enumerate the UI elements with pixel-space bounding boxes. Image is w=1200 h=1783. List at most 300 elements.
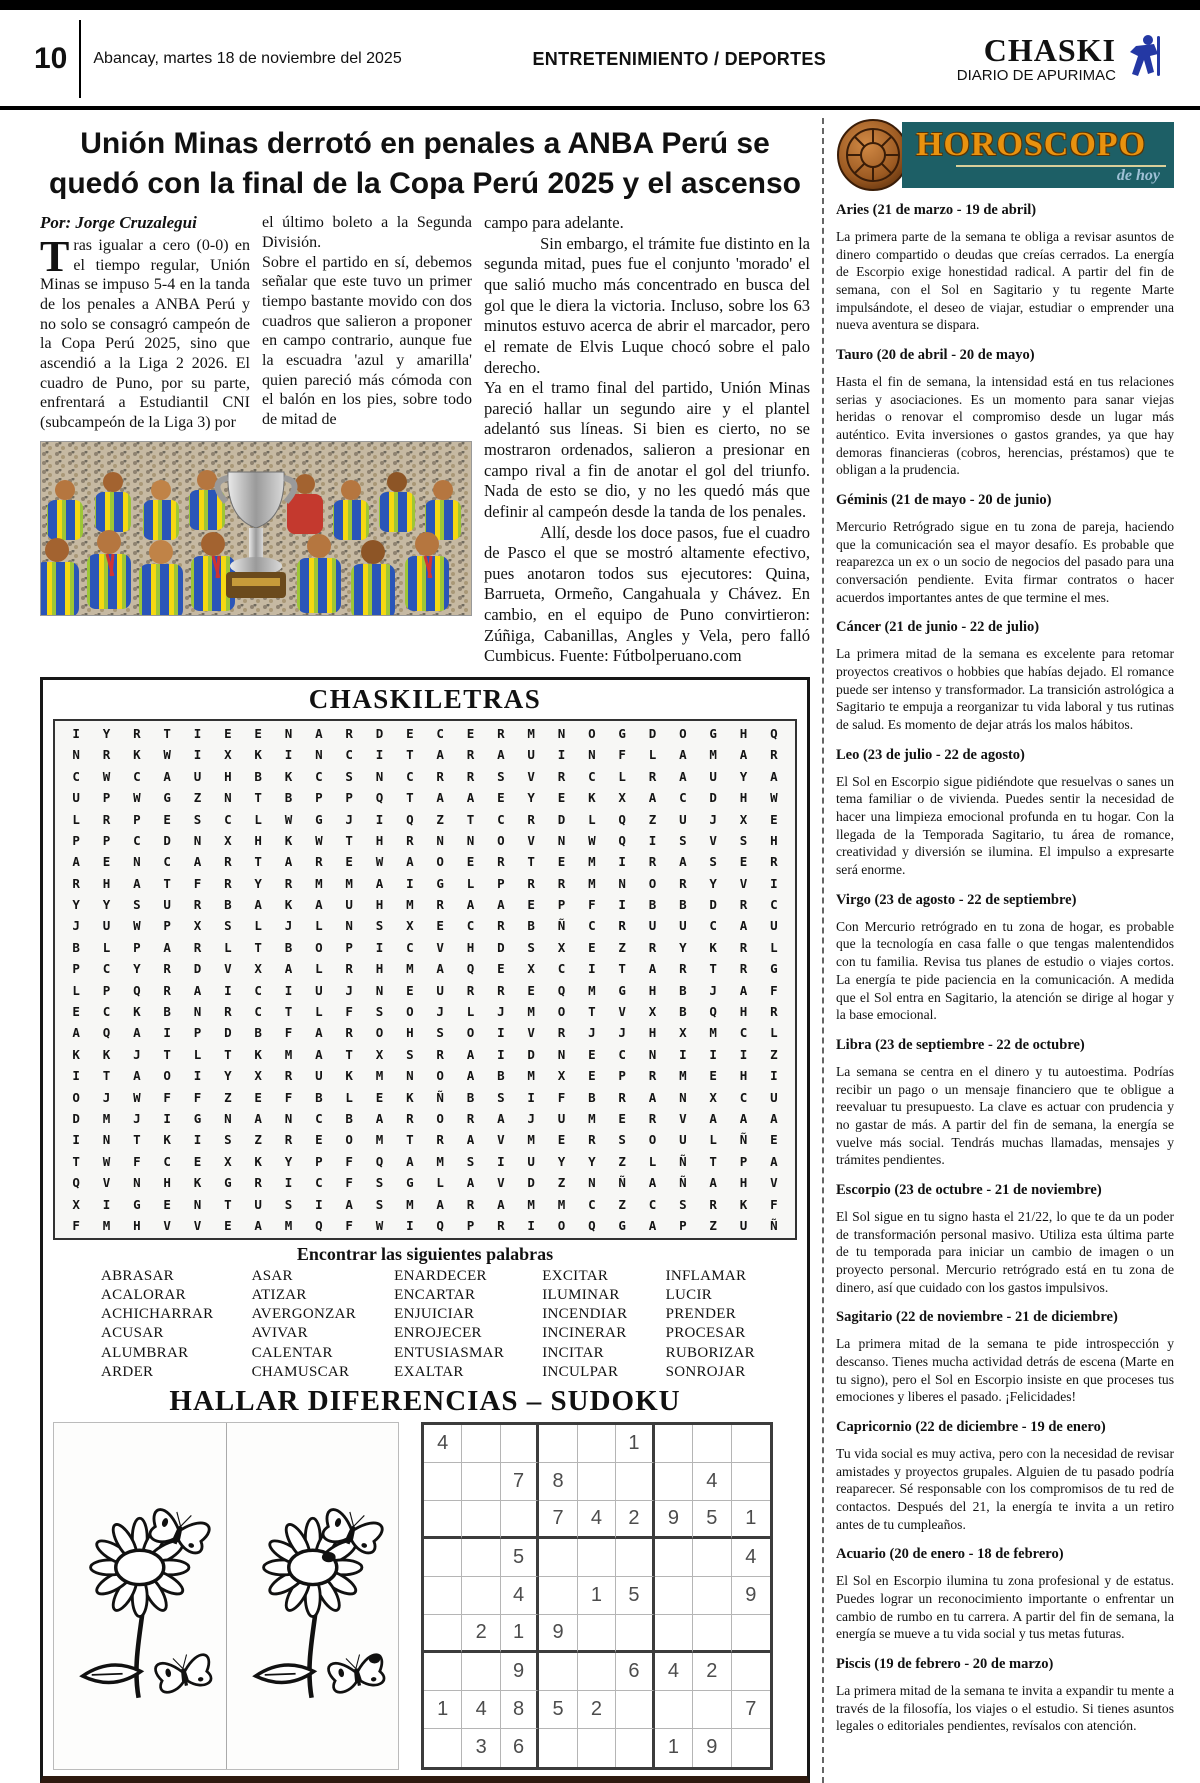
- wordsearch-cell: L: [618, 768, 626, 784]
- wordsearch-cell: O: [557, 1004, 566, 1020]
- wordsearch-cell: F: [770, 1196, 778, 1212]
- wordsearch-cell: C: [557, 961, 566, 977]
- wordsearch-cell: A: [254, 897, 262, 913]
- wordsearch-cell: R: [770, 1004, 778, 1020]
- wordsearch-cell: M: [406, 1196, 414, 1212]
- wordsearch-cell: L: [466, 1004, 475, 1020]
- wordsearch-cell: Y: [739, 768, 748, 784]
- wordsearch-cell: V: [679, 1110, 687, 1126]
- wordsearch-cell: O: [436, 1068, 444, 1084]
- wordsearch-cell: B: [224, 897, 232, 913]
- wordsearch-cell: Ñ: [679, 1175, 687, 1191]
- wordsearch-cell: A: [193, 982, 202, 998]
- wordsearch-cell: V: [436, 939, 444, 955]
- wordsearch-cell: W: [375, 854, 384, 870]
- wordsearch-cell: O: [557, 1217, 566, 1233]
- article-byline: Por: Jorge Cruzalegui: [40, 213, 197, 233]
- wordsearch-cell: P: [345, 790, 353, 806]
- wordsearch-cell: Q: [406, 811, 414, 827]
- wordsearch-cell: E: [163, 1196, 171, 1212]
- wordsearch-cell: D: [497, 939, 505, 955]
- wordsearch-cell: R: [436, 768, 444, 784]
- wordsearch-cell: H: [739, 790, 748, 806]
- sudoku-cell: 9: [501, 1653, 539, 1691]
- wordsearch-cell: H: [102, 875, 111, 891]
- wordsearch-cell: R: [406, 1110, 414, 1126]
- sudoku-cell: [578, 1615, 616, 1653]
- sudoku-cell: 4: [732, 1539, 770, 1577]
- wordsearch-cell: T: [72, 1153, 80, 1169]
- article-col1-text: ras igualar a cero (0-0) en el tiempo regular, Unión Minas se impuso 5-4 en la tanda de los penales a ANBA Perú y no solo se consagró campeón de la Copa Perú 2025, sino que ascendió a la Liga 2 2026. El cuadro de Puno, por su parte, enfrentará a Estudiantil CNI (subcampeón de la Liga 3) por: [40, 237, 250, 432]
- wordsearch-cell: Y: [254, 875, 262, 891]
- wordsearch-cell: I: [284, 982, 293, 998]
- wordsearch-cell: X: [72, 1196, 80, 1212]
- wordsearch-cell: U: [679, 918, 687, 934]
- wordsearch-cell: S: [133, 897, 141, 913]
- wordsearch-cell: J: [709, 811, 717, 827]
- wordsearch-cell: A: [72, 1025, 80, 1041]
- wordsearch-cell: R: [770, 854, 778, 870]
- wordsearch-cell: T: [133, 1132, 141, 1148]
- wordsearch-cell: K: [588, 790, 596, 806]
- wordsearch-cell: B: [284, 939, 293, 955]
- sudoku-cell: 8: [501, 1691, 539, 1729]
- wordsearch-cell: R: [163, 961, 171, 977]
- horoscope-sign-heading: Escorpio (23 de octubre - 21 de noviembre): [836, 1181, 1102, 1198]
- wordsearch-cell: T: [224, 1046, 232, 1062]
- wordsearch-cell: M: [406, 961, 414, 977]
- article-column-1: [40, 213, 250, 433]
- wordsearch-cell: I: [588, 961, 596, 977]
- wordlist-word: PROCESAR: [665, 1325, 746, 1342]
- wordsearch-cell: S: [193, 811, 202, 827]
- horoscope-sign-text: La primera parte de la semana te obliga a revisar asuntos de dinero compartido o deudas que creías cerrados. La energía de Escorpio exige honestidad radical. A partir del fin de semana, con el Sol en Sagitario y tu regente Marte impulsándote, el deseo de viajar, estudiar o emprender una nueva aventura se dispara.: [836, 229, 1174, 333]
- wordsearch-cell: Q: [72, 1175, 80, 1191]
- wordsearch-cell: E: [436, 918, 444, 934]
- wordsearch-cell: S: [375, 1175, 384, 1191]
- wordsearch-cell: K: [284, 768, 293, 784]
- differences-sudoku-title: HALLAR DIFERENCIAS – SUDOKU: [169, 1384, 681, 1417]
- wordsearch-cell: E: [224, 725, 232, 741]
- wordsearch-cell: W: [102, 1153, 111, 1169]
- wordlist-word: ACHICHARRAR: [101, 1306, 214, 1323]
- wordsearch-cell: E: [163, 811, 171, 827]
- sudoku-cell: [616, 1729, 654, 1767]
- wordsearch-cell: H: [739, 1175, 748, 1191]
- top-black-bar: [0, 0, 1200, 10]
- wordsearch-cell: E: [557, 854, 566, 870]
- wordsearch-cell: V: [618, 1004, 626, 1020]
- sudoku-cell: 4: [424, 1425, 462, 1463]
- wordsearch-cell: H: [648, 982, 657, 998]
- wordsearch-cell: S: [406, 1046, 414, 1062]
- sudoku-cell: [693, 1577, 731, 1615]
- wordsearch-cell: C: [133, 832, 141, 848]
- wordsearch-cell: M: [709, 747, 717, 763]
- header-divider: [79, 20, 81, 98]
- wordsearch-cell: T: [588, 1004, 596, 1020]
- wordsearch-cell: Y: [102, 897, 111, 913]
- wordsearch-cell: X: [406, 918, 414, 934]
- wordsearch-cell: A: [284, 961, 293, 977]
- wordsearch-cell: E: [770, 811, 778, 827]
- drop-cap: T: [40, 232, 70, 282]
- wordsearch-cell: A: [679, 747, 687, 763]
- wordsearch-cell: B: [466, 1089, 475, 1105]
- wordsearch-cell: L: [254, 918, 262, 934]
- wordsearch-cell: E: [72, 1004, 80, 1020]
- wordsearch-cell: P: [679, 1217, 687, 1233]
- wordsearch-cell: E: [557, 790, 566, 806]
- wordsearch-cell: Ñ: [679, 1153, 687, 1169]
- sudoku-cell: [424, 1577, 462, 1615]
- header-date: Abancay, martes 18 de noviembre del 2025: [93, 50, 402, 67]
- wordsearch-cell: K: [284, 897, 293, 913]
- wordsearch-cell: M: [557, 1196, 566, 1212]
- wordsearch-cell: G: [224, 1175, 232, 1191]
- wordsearch-cell: Z: [557, 1175, 566, 1191]
- wordsearch-cell: A: [315, 725, 323, 741]
- wordsearch-cell: C: [497, 811, 505, 827]
- wordsearch-cell: A: [193, 854, 202, 870]
- wordsearch-cell: T: [224, 1196, 232, 1212]
- horoscope-sign-section: [836, 1419, 1174, 1533]
- wordsearch-cell: J: [133, 1046, 141, 1062]
- wordsearch-cell: D: [709, 790, 717, 806]
- wordsearch-cell: J: [436, 1004, 444, 1020]
- wordsearch-cell: F: [345, 1175, 353, 1191]
- wordsearch-cell: M: [588, 875, 596, 891]
- sudoku-cell: 6: [616, 1653, 654, 1691]
- sudoku-cell: [655, 1691, 693, 1729]
- sudoku-cell: 9: [732, 1577, 770, 1615]
- wordsearch-cell: R: [618, 918, 626, 934]
- horoscope-sign-text: La semana se centra en el dinero y tu autoestima. Podrías recibir un pago o un mensaje financiero que te obligue a reevaluar tu presupuesto. La clave es actuar con prudencia y no gastar de más. A partir del fin de semana, la energía se vuelve más social. Tendrás muchas llamadas, mensajes y trámites pendientes.: [836, 1063, 1174, 1168]
- wordsearch-cell: E: [315, 1132, 323, 1148]
- sudoku-cell: 9: [693, 1729, 731, 1767]
- sudoku-cell: 9: [539, 1615, 577, 1653]
- wordlist-word: INCENDIAR: [542, 1306, 628, 1323]
- wordsearch-cell: C: [588, 1196, 596, 1212]
- wordsearch-cell: Y: [527, 790, 535, 806]
- wordsearch-cell: Z: [224, 1089, 232, 1105]
- page-header: [0, 10, 1200, 106]
- wordsearch-cell: Q: [315, 1217, 323, 1233]
- sudoku-cell: [616, 1615, 654, 1653]
- wordsearch-cell: A: [497, 1196, 505, 1212]
- wordsearch-cell: N: [133, 854, 141, 870]
- wordsearch-cell: N: [588, 1175, 596, 1191]
- wordsearch-cell: O: [436, 854, 444, 870]
- wordsearch-cell: S: [375, 1196, 384, 1212]
- differences-image-right: [226, 1423, 399, 1769]
- wordsearch-cell: K: [254, 747, 262, 763]
- wordsearch-cell: B: [163, 1004, 171, 1020]
- horoscope-sign-heading: Piscis (19 de febrero - 20 de marzo): [836, 1655, 1054, 1672]
- sudoku-cell: [578, 1729, 616, 1767]
- wordsearch-cell: I: [739, 1046, 748, 1062]
- wordsearch-cell: E: [588, 1046, 596, 1062]
- wordsearch-cell: C: [254, 982, 262, 998]
- wordsearch-cell: B: [72, 939, 80, 955]
- wordsearch-cell: R: [284, 1068, 293, 1084]
- find-differences-images: [53, 1422, 399, 1770]
- wordsearch-cell: W: [102, 768, 111, 784]
- wordsearch-cell: C: [224, 811, 232, 827]
- wordsearch-cell: R: [557, 768, 566, 784]
- article-column-3: [484, 213, 810, 667]
- wordsearch-cell: Z: [618, 939, 626, 955]
- wordsearch-cell: C: [102, 961, 111, 977]
- horoscope-sign-heading: Sagitario (22 de noviembre - 21 de diciembre): [836, 1309, 1118, 1326]
- wordsearch-cell: D: [72, 1110, 80, 1126]
- wordsearch-cell: X: [709, 1089, 717, 1105]
- wordsearch-cell: B: [254, 768, 262, 784]
- sudoku-cell: [616, 1691, 654, 1729]
- wordsearch-cell: H: [375, 961, 384, 977]
- wordsearch-cell: I: [102, 1196, 111, 1212]
- wordsearch-cell: P: [497, 875, 505, 891]
- wordsearch-cell: S: [375, 1004, 384, 1020]
- wordsearch-cell: J: [102, 1089, 111, 1105]
- wordsearch-cell: I: [557, 747, 566, 763]
- wordsearch-cell: U: [72, 790, 80, 806]
- wordsearch-cell: W: [315, 832, 323, 848]
- wordsearch-cell: A: [679, 854, 687, 870]
- wordsearch-cell: E: [527, 982, 535, 998]
- wordsearch-cell: V: [739, 875, 748, 891]
- wordsearch-cell: K: [345, 1068, 353, 1084]
- wordlist-word: ACUSAR: [101, 1325, 164, 1342]
- wordsearch-cell: A: [648, 1089, 657, 1105]
- wordsearch-cell: U: [679, 1132, 687, 1148]
- wordsearch-cell: T: [466, 811, 475, 827]
- wordsearch-cell: S: [618, 1132, 626, 1148]
- horoscope-column: [822, 118, 1174, 1783]
- wordsearch-cell: A: [466, 897, 475, 913]
- sudoku-cell: 7: [539, 1501, 577, 1539]
- wordsearch-cell: H: [770, 832, 778, 848]
- wordsearch-cell: B: [284, 790, 293, 806]
- wordsearch-cell: R: [497, 918, 505, 934]
- wordsearch-cell: N: [648, 1046, 657, 1062]
- sudoku-cell: 1: [501, 1615, 539, 1653]
- sudoku-cell: [693, 1539, 731, 1577]
- wordsearch-cell: A: [770, 1153, 778, 1169]
- wordsearch-cell: G: [618, 1217, 626, 1233]
- wordsearch-cell: F: [163, 1089, 171, 1105]
- wordsearch-cell: A: [739, 982, 748, 998]
- wordsearch-cell: I: [679, 1046, 687, 1062]
- wordsearch-cell: R: [557, 875, 566, 891]
- wordsearch-cell: K: [254, 1046, 262, 1062]
- wordsearch-cell: S: [284, 1196, 293, 1212]
- horoscope-sign-text: El Sol sigue en tu signo hasta el 21/22, lo que te da un poder de transformación personal masivo. Utiliza esta última parte de tu temporada para iniciar un cambio de imagen o un proyecto personal. Mercurio retrógrado está en tu zona de dinero, así que cuidado con los gastos impulsivos.: [836, 1208, 1174, 1295]
- wordsearch-cell: S: [436, 1025, 444, 1041]
- wordsearch-cell: O: [72, 1089, 80, 1105]
- wordsearch-cell: A: [648, 961, 657, 977]
- wordsearch-cell: E: [406, 725, 414, 741]
- wordsearch-cell: N: [133, 1175, 141, 1191]
- wordsearch-cell: C: [315, 768, 323, 784]
- wordsearch-cell: A: [133, 1025, 141, 1041]
- sudoku-cell: 1: [655, 1729, 693, 1767]
- wordsearch-cell: M: [527, 1004, 535, 1020]
- wordsearch-cell: A: [679, 768, 687, 784]
- sudoku-cell: 3: [462, 1729, 500, 1767]
- wordsearch-cell: N: [193, 1196, 202, 1212]
- wordsearch-cell: Ñ: [618, 1175, 626, 1191]
- wordsearch-cell: E: [588, 1068, 596, 1084]
- sudoku-cell: [732, 1653, 770, 1691]
- wordsearch-cell: T: [284, 1004, 293, 1020]
- wordlist-word: ASAR: [251, 1268, 293, 1285]
- article-col2-p2: Sobre el partido en sí, debemos señalar que este tuvo un primer tiempo bastante movido con dos cuadros que salieron a proponer en campo contrario, aunque fue la escuadra 'azul y amarilla' quien pareció más cómoda con el balón en los pies, sobre todo de mitad de: [262, 253, 472, 428]
- wordsearch-cell: I: [375, 747, 384, 763]
- wordlist-title: Encontrar las siguientes palabras: [296, 1244, 554, 1265]
- wordsearch-cell: S: [497, 1089, 505, 1105]
- wordsearch-cell: A: [345, 1196, 353, 1212]
- wordsearch-cell: H: [739, 1068, 748, 1084]
- wordsearch-cell: H: [375, 897, 384, 913]
- wordsearch-cell: O: [375, 1025, 384, 1041]
- horoscope-title-plate: [902, 122, 1174, 188]
- wordsearch-cell: T: [163, 1046, 171, 1062]
- wordsearch-cell: F: [284, 1089, 293, 1105]
- sudoku-cell: [616, 1539, 654, 1577]
- wordsearch-cell: R: [527, 811, 535, 827]
- wordsearch-cell: W: [284, 811, 293, 827]
- wordsearch-cell: A: [739, 1110, 748, 1126]
- horoscope-medallion-icon: [836, 118, 910, 192]
- wordsearch-cell: N: [436, 832, 444, 848]
- article-headline: Unión Minas derrotó en penales a ANBA Perú se quedó con la final de la Copa Perú 2025 y el ascenso: [49, 127, 801, 200]
- wordsearch-cell: L: [254, 811, 262, 827]
- wordsearch-cell: N: [588, 747, 596, 763]
- wordsearch-cell: R: [193, 939, 202, 955]
- wordsearch-cell: I: [163, 1110, 171, 1126]
- wordsearch-cell: J: [345, 982, 353, 998]
- horoscope-sign-section: [836, 1309, 1174, 1406]
- wordsearch-cell: E: [709, 1068, 717, 1084]
- wordsearch-cell: A: [315, 1046, 323, 1062]
- wordsearch-cell: K: [739, 1196, 748, 1212]
- sudoku-cell: [539, 1729, 577, 1767]
- team-photo: [40, 441, 472, 616]
- page-number: 10: [34, 42, 68, 75]
- wordsearch-cell: U: [527, 1153, 535, 1169]
- sudoku-cell: [424, 1729, 462, 1767]
- wordsearch-cell: R: [739, 961, 748, 977]
- horoscope-sign-text: La primera mitad de la semana te invita a expandir tu mente a través de la filosofía, los viajes o el estudio. Si tienes asuntos legales o editoriales pendientes, revísalos con atención.: [836, 1682, 1174, 1734]
- wordsearch-cell: D: [163, 832, 171, 848]
- wordsearch-cell: C: [588, 768, 596, 784]
- wordlist-word: EXCITAR: [542, 1268, 609, 1285]
- horoscope-sign-heading: Libra (23 de septiembre - 22 de octubre): [836, 1036, 1085, 1053]
- wordsearch-cell: A: [375, 875, 384, 891]
- horoscope-sign-heading: Leo (23 de julio - 22 de agosto): [836, 746, 1025, 763]
- wordsearch-cell: T: [406, 1132, 414, 1148]
- wordsearch-cell: R: [466, 1110, 475, 1126]
- wordsearch-cell: R: [770, 747, 778, 763]
- wordsearch-title: CHASKILETRAS: [308, 683, 542, 714]
- wordsearch-cell: I: [648, 832, 657, 848]
- wordsearch-cell: A: [497, 747, 505, 763]
- wordsearch-cell: V: [224, 961, 232, 977]
- horoscope-subtitle: de hoy: [1116, 167, 1160, 184]
- horoscope-sign-section: [836, 1037, 1174, 1169]
- wordsearch-cell: S: [739, 832, 748, 848]
- wordsearch-cell: W: [133, 790, 141, 806]
- wordsearch-cell: R: [406, 832, 414, 848]
- sudoku-cell: 2: [616, 1501, 654, 1539]
- wordsearch-cell: B: [527, 918, 535, 934]
- wordsearch-cell: K: [193, 1175, 202, 1191]
- wordsearch-cell: F: [770, 982, 778, 998]
- wordsearch-cell: B: [648, 897, 657, 913]
- sudoku-cell: [578, 1653, 616, 1691]
- sudoku-cell: [578, 1425, 616, 1463]
- wordsearch-cell: P: [102, 790, 111, 806]
- wordsearch-cell: A: [497, 897, 505, 913]
- wordsearch-cell: X: [679, 1025, 687, 1041]
- wordsearch-cell: G: [436, 875, 444, 891]
- wordlist-word: EXALTAR: [394, 1363, 464, 1380]
- wordlist-word: ILUMINAR: [542, 1287, 620, 1304]
- wordsearch-cell: T: [345, 832, 353, 848]
- wordsearch-cell: F: [588, 897, 596, 913]
- wordsearch-cell: L: [345, 1089, 353, 1105]
- wordsearch-cell: D: [527, 1175, 535, 1191]
- wordlist-word: RUBORIZAR: [665, 1344, 755, 1361]
- wordsearch-cell: X: [648, 1004, 657, 1020]
- wordsearch-cell: F: [133, 1153, 141, 1169]
- horoscope-sign-text: Mercurio Retrógrado sigue en tu zona de pareja, haciendo que la comunicación sea el mayor desafío. Es probable que reaparezca un ex o un socio de negocios del pasado para una conversación pendiente. Evita firmar contratos o hacer acuerdos importantes antes de que termine el mes.: [836, 519, 1174, 605]
- wordsearch-cell: R: [193, 897, 202, 913]
- wordsearch-cell: R: [133, 725, 141, 741]
- wordsearch-cell: L: [648, 747, 657, 763]
- wordsearch-cell: R: [224, 854, 232, 870]
- wordsearch-cell: V: [163, 1217, 171, 1233]
- sudoku-cell: [539, 1539, 577, 1577]
- wordsearch-cell: R: [436, 1132, 444, 1148]
- wordsearch-cell: C: [406, 939, 414, 955]
- wordsearch-cell: P: [466, 1217, 475, 1233]
- wordsearch-cell: R: [557, 1025, 566, 1041]
- wordsearch-cell: W: [770, 790, 778, 806]
- wordsearch-cell: E: [557, 1132, 566, 1148]
- wordsearch-grid-box: [53, 719, 797, 1240]
- wordsearch-cell: K: [254, 1153, 262, 1169]
- wordsearch-cell: I: [163, 1025, 171, 1041]
- wordsearch-cell: L: [315, 1004, 323, 1020]
- sudoku-cell: [501, 1425, 539, 1463]
- puzzle-section: [40, 677, 810, 1783]
- wordsearch-cell: R: [466, 768, 475, 784]
- wordsearch-cell: M: [315, 875, 323, 891]
- sudoku-cell: [732, 1425, 770, 1463]
- wordsearch-cell: A: [163, 768, 171, 784]
- wordsearch-cell: N: [618, 875, 626, 891]
- wordsearch-cell: H: [254, 832, 262, 848]
- sudoku-cell: 4: [462, 1691, 500, 1729]
- horoscope-sign-heading: Cáncer (21 de junio - 22 de julio): [836, 619, 1040, 636]
- wordlist-word: AVERGONZAR: [251, 1306, 357, 1323]
- horoscope-sign-text: Hasta el fin de semana, la intensidad está en tus relaciones serias y asociaciones. Es un momento para sanar viejas heridas o renovar el compromiso desde un lugar más auténtico. Evita inversiones o gastos grandes, ya que hay demoras financieras (cobros, herencias, préstamos) que te obligan a la prudencia.: [836, 374, 1174, 478]
- wordsearch-cell: S: [224, 1132, 232, 1148]
- wordsearch-cell: Z: [436, 811, 444, 827]
- sudoku-cell: 6: [501, 1729, 539, 1767]
